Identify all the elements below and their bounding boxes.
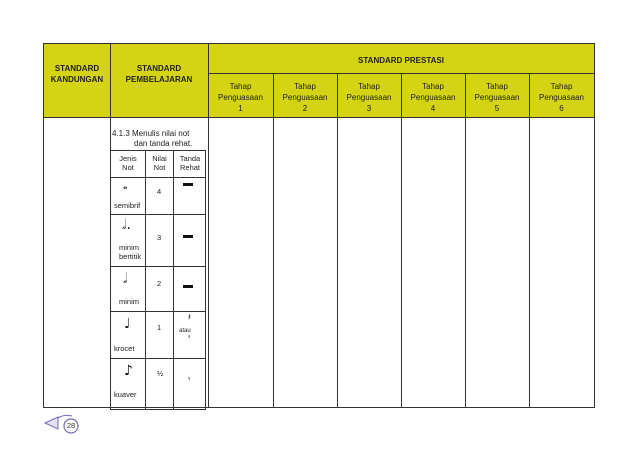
page-number: 28: [66, 421, 76, 430]
quarter-rest-alt-icon: 𝄾: [188, 333, 191, 343]
eighth-rest-icon: 𝄾: [188, 375, 191, 385]
note-value: 4: [157, 187, 162, 196]
header-tahap-6: Tahap Penguasaan 6: [539, 82, 584, 113]
curriculum-table: [43, 43, 595, 408]
dotted-half-note-icon: 𝅗𝅥.: [122, 217, 131, 233]
note-value: 3: [157, 233, 162, 242]
quarter-rest-icon: 𝄽: [188, 313, 191, 323]
header-tahap-1: Tahap Penguasaan 1: [218, 82, 263, 113]
col-nilai-not: Nilai Not: [152, 154, 167, 172]
quarter-note-icon: ♩: [124, 316, 131, 332]
note-value: 2: [157, 279, 162, 288]
note-value: 1: [157, 323, 162, 332]
header-tahap-5: Tahap Penguasaan 5: [474, 82, 520, 113]
header-standard-prestasi: STANDARD PRESTASI: [358, 56, 444, 65]
header-tahap-3: Tahap Penguasaan 3: [346, 82, 392, 113]
header-standard-kandungan: STANDARD KANDUNGAN: [50, 64, 104, 84]
eighth-note-icon: ♪: [124, 363, 133, 379]
header-tahap-2: Tahap Penguasaan 2: [282, 82, 328, 113]
page-number-badge: [44, 414, 80, 434]
note-name: minim: [119, 297, 139, 306]
half-rest-icon: [183, 285, 193, 288]
note-value: ½: [157, 369, 164, 378]
rest-alt-label: atau: [179, 328, 191, 334]
note-name: minim bertitik: [119, 243, 142, 261]
col-tanda-rehat: Tanda Rehat: [179, 154, 201, 172]
note-name: krocet: [114, 344, 135, 353]
note-name: kuaver: [114, 390, 137, 399]
header-tahap-4: Tahap Penguasaan 4: [410, 82, 456, 113]
dotted-half-rest-icon: [183, 235, 193, 238]
half-note-icon: 𝅗𝅥: [123, 271, 128, 287]
header-standard-pembelajaran: STANDARD PEMBELAJARAN: [125, 64, 193, 84]
note-value-table: [110, 150, 206, 410]
whole-rest-icon: [183, 183, 193, 186]
note-name: semibrif: [114, 201, 141, 210]
whole-note-icon: 𝅝: [123, 179, 128, 192]
col-jenis-not: Jenis Not: [119, 154, 137, 172]
learning-standard-text: 4.1.3 Menulis nilai not dan tanda rehat.: [112, 129, 193, 148]
